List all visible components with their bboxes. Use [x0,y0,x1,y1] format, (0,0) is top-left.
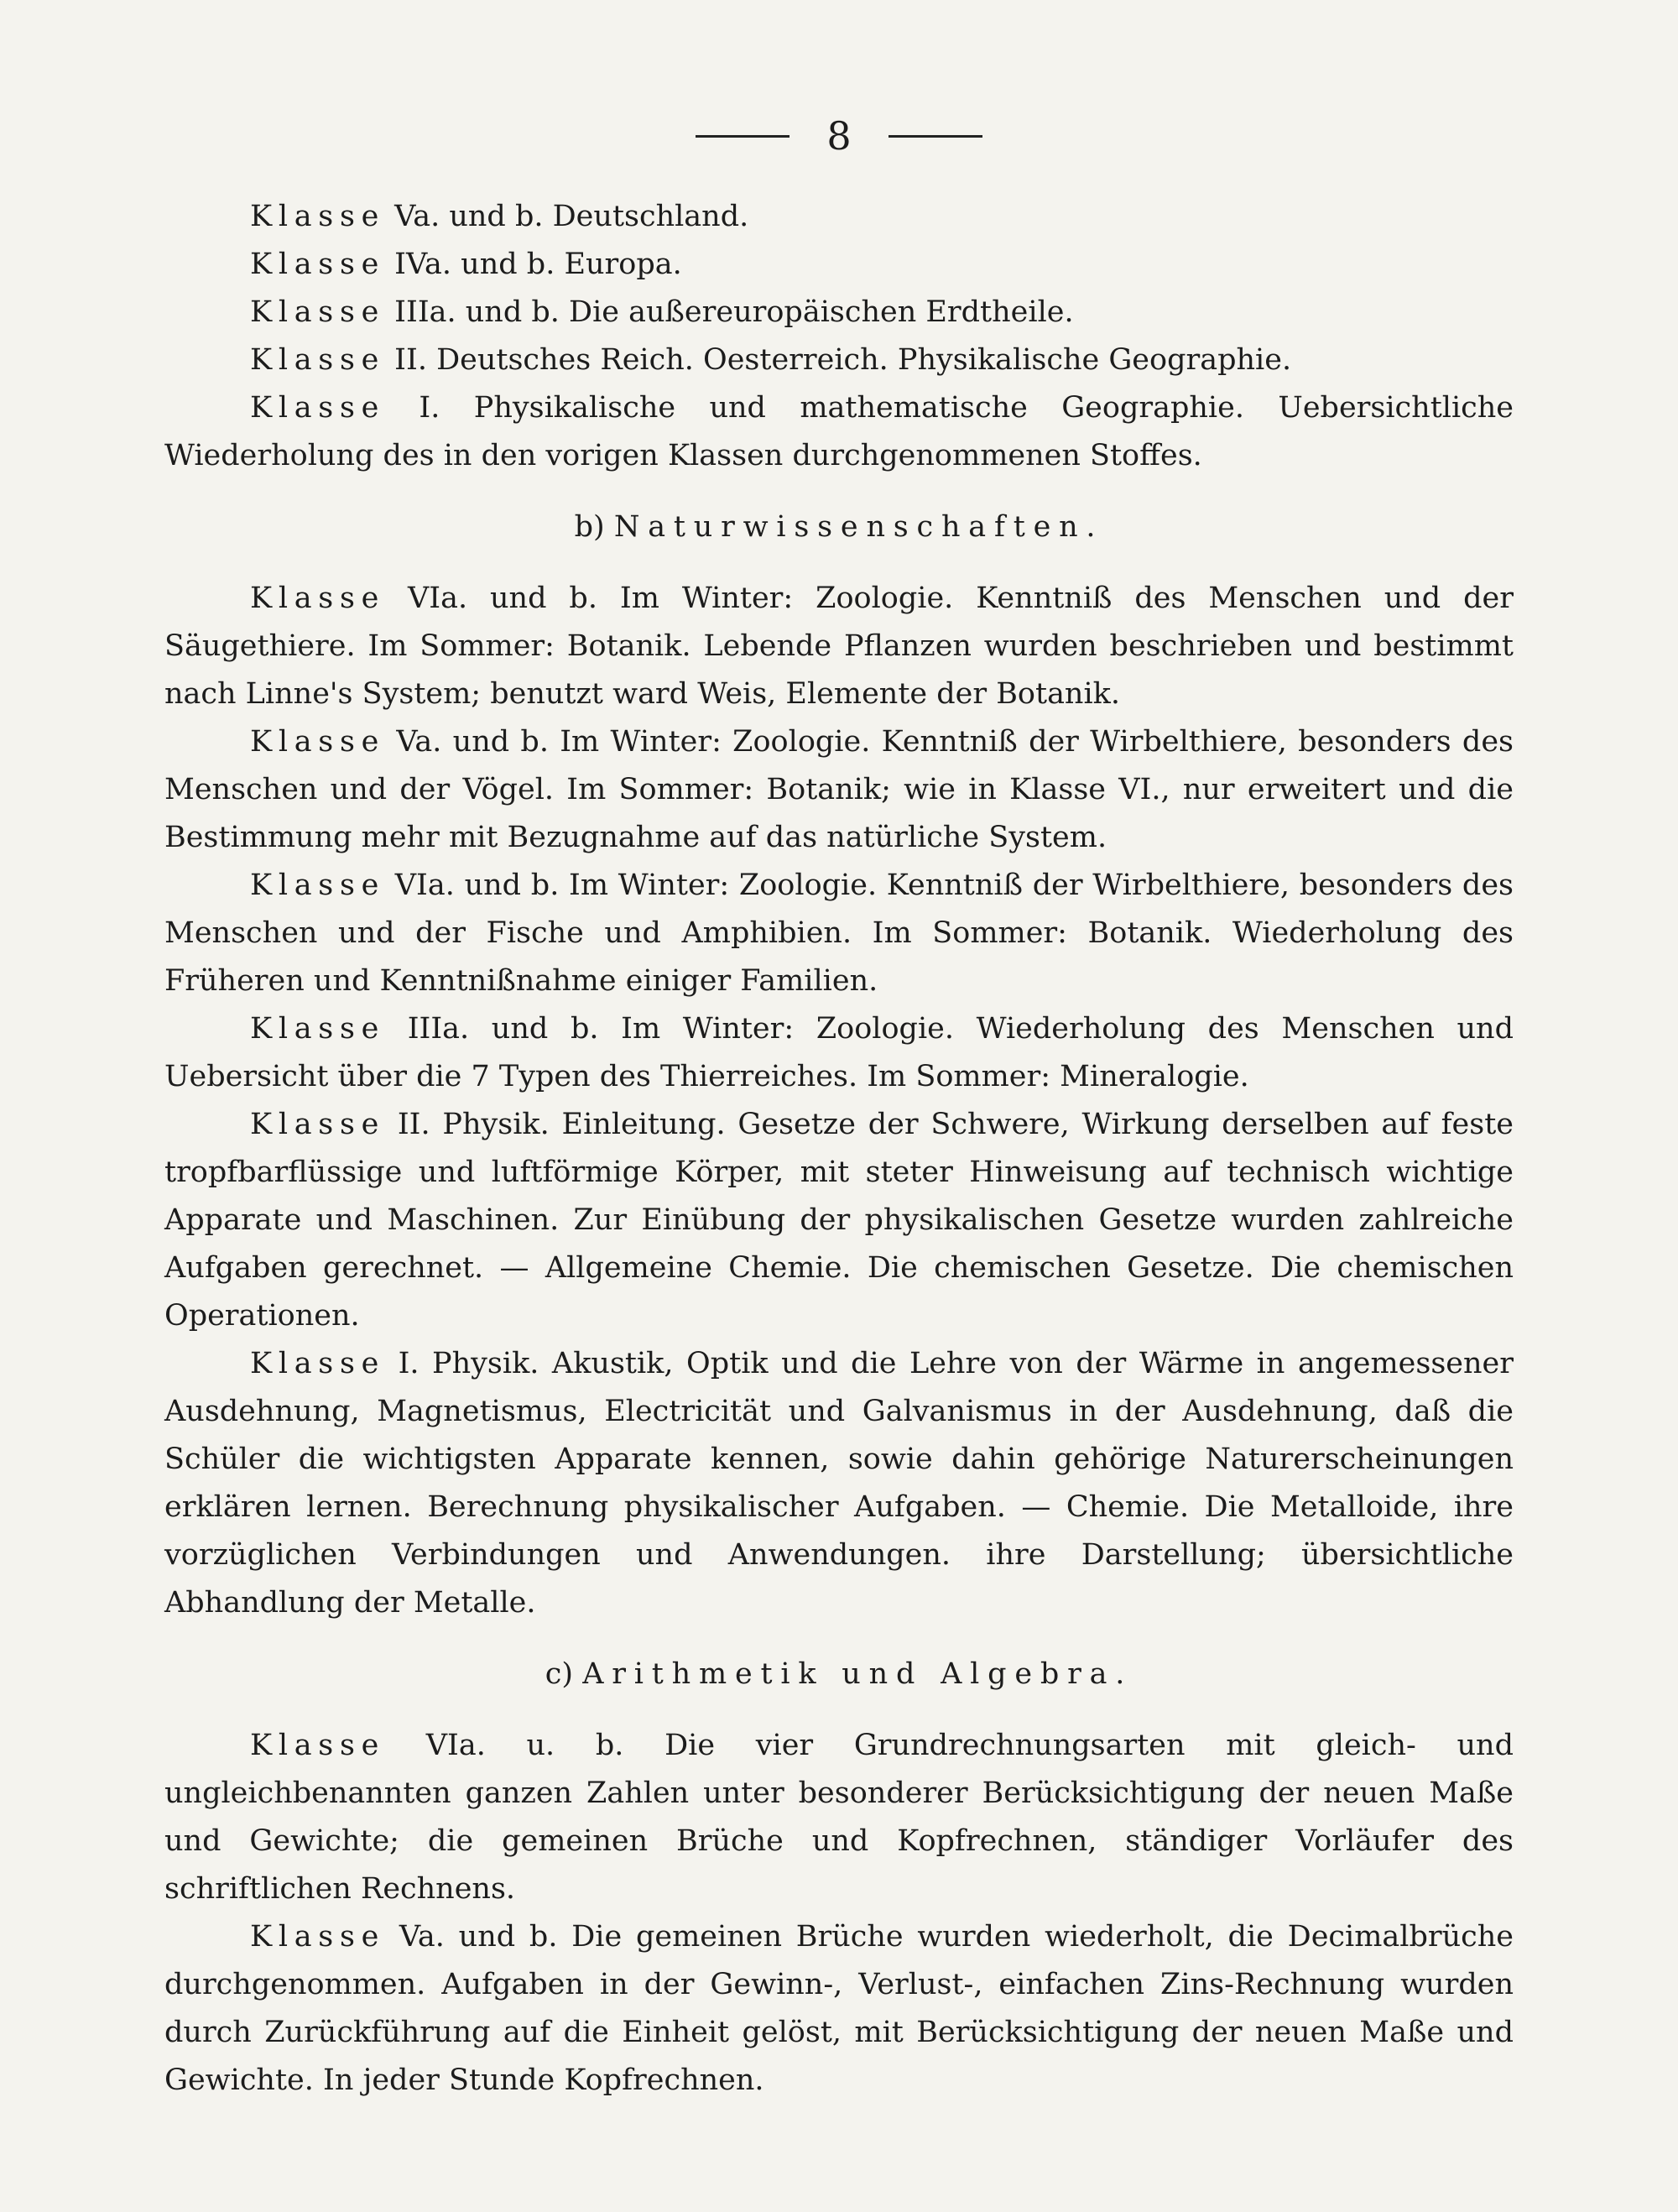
klasse-label: Klasse [250,1920,386,1954]
paragraph-arithmetik-2 [164,1913,1514,2105]
paragraph-geography-1 [164,193,1514,241]
klasse-label: Klasse [250,391,386,425]
klasse-label: Klasse [250,869,386,902]
paragraph-natur-6 [164,1340,1514,1627]
paragraph-text: Va. und b. Deutschland. [385,200,749,233]
paragraph-natur-3 [164,862,1514,1005]
klasse-label: Klasse [250,1108,386,1141]
section-title: Arithmetik und Algebra. [582,1657,1133,1691]
paragraph-text: IIIa. und b. Die außereuropäischen Erdtheile. [385,295,1074,329]
paragraph-geography-3 [164,289,1514,336]
klasse-label: Klasse [250,248,386,281]
paragraph-text: I. Physikalische und mathematische Geographie. Uebersichtliche Wiederholung des in den vorigen Klassen durchgenommenen Stoffes. [164,391,1514,472]
paragraph-arithmetik-1 [164,1722,1514,1913]
klasse-label: Klasse [250,1347,386,1380]
klasse-label: Klasse [250,343,386,377]
arithmetik-section [164,1722,1514,2105]
section-letter: b) [574,510,605,544]
paragraph-text: II. Physik. Einleitung. Gesetze der Schwere, Wirkung derselben auf feste tropfbarflüssige und luftförmige Körper, mit steter Hinweisung auf technisch wichtige Apparate und Maschinen. Zur Einübung der physikalischen Gesetze wurden zahlreiche Aufgaben gerechnet. — Allgemeine Chemie. Die chemischen Gesetze. Die chemischen Operationen. [164,1108,1514,1333]
paragraph-text: II. Deutsches Reich. Oesterreich. Physikalische Geographie. [385,343,1292,377]
paragraph-natur-1 [164,575,1514,718]
paragraph-text: IVa. und b. Europa. [385,248,682,281]
klasse-label: Klasse [250,725,386,759]
klasse-label: Klasse [250,1729,386,1762]
paragraph-text: VIa. u. b. Die vier Grundrechnungsarten mit gleich- und ungleichbenannten ganzen Zahlen unter besonderer Berücksichtigung der neuen Maße und Gewichte; die gemeinen Brüche und Kopfrechnen, ständiger Vorläufer des schriftlichen Rechnens. [164,1729,1514,1906]
paragraph-text: Va. und b. Die gemeinen Brüche wurden wiederholt, die Decimalbrüche durchgenommen. Aufgaben in der Gewinn-, Verlust-, einfachen Zins-Rechnung wurden durch Zurückführung auf die Einheit gelöst, mit Berücksichtigung der neuen Maße und Gewichte. In jeder Stunde Kopfrechnen. [164,1920,1514,2097]
geography-section [164,193,1514,480]
header-rule-left [696,135,789,138]
paragraph-text: Va. und b. Im Winter: Zoologie. Kenntniß der Wirbelthiere, besonders des Menschen und der Vögel. Im Sommer: Botanik; wie in Klasse VI., nur erweitert und die Bestimmung mehr mit Bezugnahme auf das natürliche System. [164,725,1514,854]
section-title: Naturwissenschaften. [613,510,1104,544]
section-letter: c) [545,1657,574,1691]
paragraph-text: VIa. und b. Im Winter: Zoologie. Kenntniß der Wirbelthiere, besonders des Menschen und der Fische und Amphibien. Im Sommer: Botanik. Wiederholung des Früheren und Kenntnißnahme einiger Familien. [164,869,1514,998]
paragraph-text: IIIa. und b. Im Winter: Zoologie. Wiederholung des Menschen und Uebersicht über die 7 Typen des Thierreiches. Im Sommer: Mineralogie. [164,1012,1514,1093]
paragraph-geography-2 [164,241,1514,289]
paragraph-natur-5 [164,1101,1514,1340]
paragraph-natur-4 [164,1005,1514,1101]
paragraph-text: VIa. und b. Im Winter: Zoologie. Kenntniß des Menschen und der Säugethiere. Im Sommer: Botanik. Lebende Pflanzen wurden beschrieben und bestimmt nach Linne's System; benutzt ward Weis, Elemente der Botanik. [164,582,1514,711]
klasse-label: Klasse [250,295,386,329]
klasse-label: Klasse [250,582,386,615]
paragraph-geography-4 [164,336,1514,384]
paragraph-natur-2 [164,718,1514,862]
page-number: 8 [826,113,852,159]
page-header [164,102,1514,170]
klasse-label: Klasse [250,1012,386,1046]
klasse-label: Klasse [250,200,386,233]
naturwissenschaften-section [164,575,1514,1627]
paragraph-geography-5 [164,384,1514,480]
header-rule-right [889,135,982,138]
paragraph-text: I. Physik. Akustik, Optik und die Lehre von der Wärme in angemessener Ausdehnung, Magnetismus, Electricität und Galvanismus in der Ausdehnung, daß die Schüler die wichtigsten Apparate kennen, sowie dahin gehörige Naturerscheinungen erklären lernen. Berechnung physikalischer Aufgaben. — Chemie. Die Metalloide, ihre vorzüglichen Verbindungen und Anwendungen. ihre Darstellung; übersichtliche Abhandlung der Metalle. [164,1347,1514,1620]
section-heading-naturwissenschaften [164,503,1514,551]
section-heading-arithmetik [164,1651,1514,1698]
